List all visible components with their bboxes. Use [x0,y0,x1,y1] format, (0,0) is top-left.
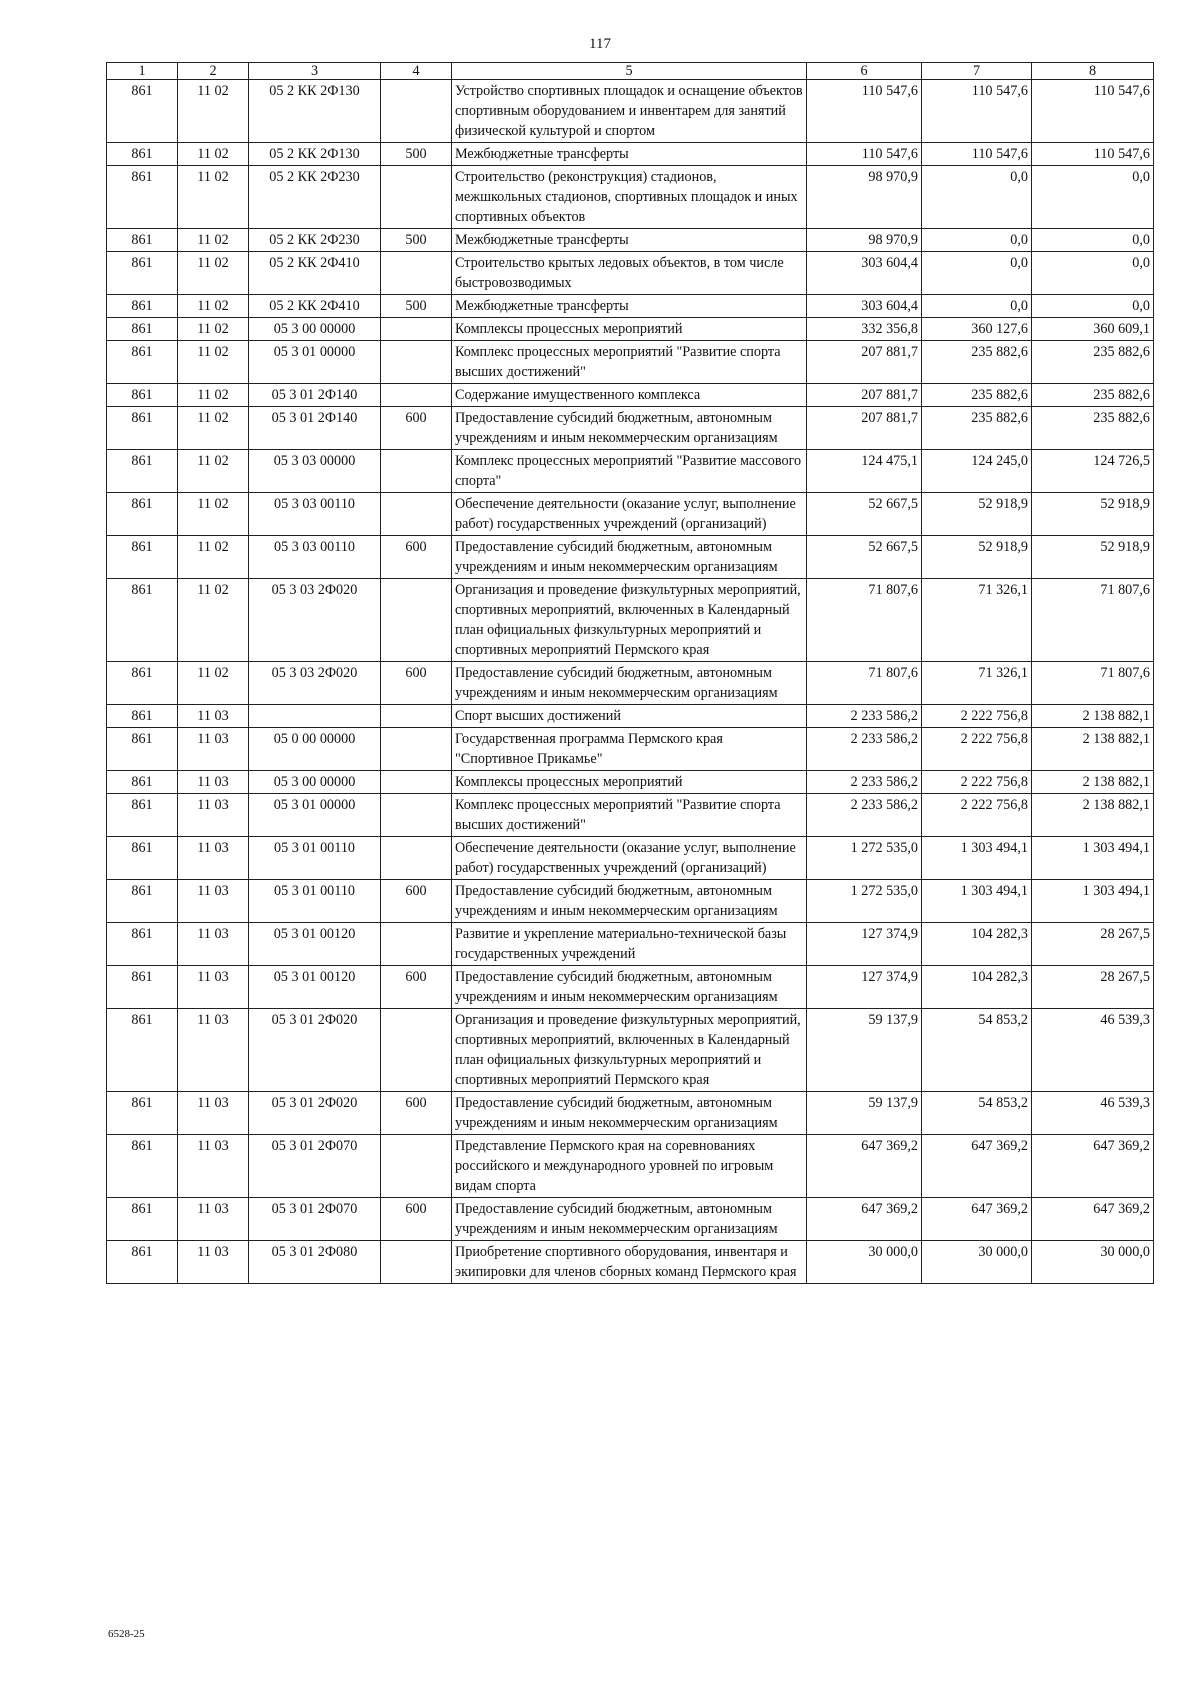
cell-amount-year-3: 52 918,9 [1032,493,1154,536]
cell-admin-code: 861 [107,579,178,662]
cell-amount-year-3: 360 609,1 [1032,318,1154,341]
cell-description: Предоставление субсидий бюджетным, автономным учреждениям и иным некоммерческим организациям [452,662,807,705]
table-row [107,1135,1154,1198]
cell-amount-year-2: 0,0 [922,252,1032,295]
cell-amount-year-1: 2 233 586,2 [807,728,922,771]
cell-description: Строительство (реконструкция) стадионов, межшкольных стадионов, спортивных площадок и иных спортивных объектов [452,166,807,229]
table-row [107,728,1154,771]
cell-amount-year-3: 0,0 [1032,295,1154,318]
cell-expense-type [381,771,452,794]
cell-target-article: 05 3 01 00120 [249,966,381,1009]
cell-amount-year-2: 235 882,6 [922,341,1032,384]
cell-amount-year-1: 303 604,4 [807,295,922,318]
cell-admin-code: 861 [107,880,178,923]
cell-description: Представление Пермского края на соревнованиях российского и международного уровней по игровым видам спорта [452,1135,807,1198]
cell-amount-year-3: 647 369,2 [1032,1198,1154,1241]
cell-section-code: 11 02 [178,166,249,229]
cell-admin-code: 861 [107,536,178,579]
cell-section-code: 11 02 [178,252,249,295]
cell-amount-year-1: 332 356,8 [807,318,922,341]
cell-target-article: 05 2 КК 2Ф410 [249,252,381,295]
cell-target-article: 05 3 01 2Ф140 [249,384,381,407]
table-row [107,252,1154,295]
cell-description: Предоставление субсидий бюджетным, автономным учреждениям и иным некоммерческим организациям [452,1198,807,1241]
cell-amount-year-3: 124 726,5 [1032,450,1154,493]
cell-expense-type [381,1135,452,1198]
cell-amount-year-2: 0,0 [922,166,1032,229]
cell-description: Комплекс процессных мероприятий "Развитие спорта высших достижений" [452,794,807,837]
cell-amount-year-3: 110 547,6 [1032,80,1154,143]
cell-amount-year-1: 124 475,1 [807,450,922,493]
cell-description: Спорт высших достижений [452,705,807,728]
cell-expense-type: 600 [381,662,452,705]
column-header-4: 4 [381,63,452,80]
cell-description: Организация и проведение физкультурных мероприятий, спортивных мероприятий, включенных в Календарный план официальных физкультурных мероприятий и спортивных мероприятий Пермского края [452,579,807,662]
cell-amount-year-1: 303 604,4 [807,252,922,295]
cell-amount-year-1: 52 667,5 [807,493,922,536]
cell-expense-type: 600 [381,1198,452,1241]
cell-target-article: 05 3 00 00000 [249,771,381,794]
cell-expense-type [381,252,452,295]
cell-description: Организация и проведение физкультурных мероприятий, спортивных мероприятий, включенных в Календарный план официальных физкультурных мероприятий и спортивных мероприятий Пермского края [452,1009,807,1092]
cell-amount-year-2: 71 326,1 [922,662,1032,705]
cell-amount-year-1: 2 233 586,2 [807,771,922,794]
cell-section-code: 11 02 [178,229,249,252]
cell-admin-code: 861 [107,1092,178,1135]
table-body [107,80,1154,1284]
cell-section-code: 11 03 [178,1135,249,1198]
cell-amount-year-2: 235 882,6 [922,407,1032,450]
cell-section-code: 11 03 [178,923,249,966]
cell-admin-code: 861 [107,229,178,252]
cell-amount-year-3: 647 369,2 [1032,1135,1154,1198]
cell-amount-year-3: 2 138 882,1 [1032,771,1154,794]
cell-admin-code: 861 [107,493,178,536]
cell-amount-year-3: 1 303 494,1 [1032,880,1154,923]
cell-target-article: 05 3 01 00000 [249,341,381,384]
cell-amount-year-1: 2 233 586,2 [807,705,922,728]
cell-description: Комплексы процессных мероприятий [452,771,807,794]
table-row [107,662,1154,705]
cell-expense-type [381,705,452,728]
cell-expense-type: 600 [381,880,452,923]
cell-amount-year-3: 71 807,6 [1032,662,1154,705]
cell-description: Межбюджетные трансферты [452,143,807,166]
cell-admin-code: 861 [107,1135,178,1198]
cell-target-article: 05 3 01 00000 [249,794,381,837]
cell-section-code: 11 03 [178,966,249,1009]
cell-section-code: 11 02 [178,318,249,341]
cell-amount-year-3: 0,0 [1032,252,1154,295]
cell-amount-year-1: 59 137,9 [807,1092,922,1135]
table-row [107,1198,1154,1241]
cell-amount-year-3: 2 138 882,1 [1032,794,1154,837]
cell-description: Предоставление субсидий бюджетным, автономным учреждениям и иным некоммерческим организациям [452,966,807,1009]
cell-expense-type: 500 [381,229,452,252]
cell-section-code: 11 02 [178,143,249,166]
cell-amount-year-1: 110 547,6 [807,143,922,166]
cell-amount-year-2: 54 853,2 [922,1092,1032,1135]
cell-target-article: 05 3 01 00110 [249,837,381,880]
cell-amount-year-3: 0,0 [1032,229,1154,252]
cell-amount-year-1: 127 374,9 [807,966,922,1009]
cell-expense-type [381,579,452,662]
cell-section-code: 11 03 [178,1198,249,1241]
cell-amount-year-2: 360 127,6 [922,318,1032,341]
cell-amount-year-1: 110 547,6 [807,80,922,143]
cell-section-code: 11 03 [178,880,249,923]
cell-target-article: 05 3 03 2Ф020 [249,662,381,705]
cell-amount-year-1: 98 970,9 [807,229,922,252]
cell-description: Межбюджетные трансферты [452,229,807,252]
cell-admin-code: 861 [107,705,178,728]
cell-target-article: 05 3 01 2Ф140 [249,407,381,450]
table-row [107,295,1154,318]
cell-section-code: 11 02 [178,579,249,662]
cell-amount-year-1: 207 881,7 [807,384,922,407]
cell-expense-type [381,341,452,384]
cell-target-article: 05 2 КК 2Ф230 [249,166,381,229]
cell-expense-type [381,384,452,407]
cell-amount-year-3: 2 138 882,1 [1032,728,1154,771]
table-row [107,771,1154,794]
cell-amount-year-2: 124 245,0 [922,450,1032,493]
cell-admin-code: 861 [107,341,178,384]
column-header-7: 7 [922,63,1032,80]
cell-target-article: 05 2 КК 2Ф130 [249,80,381,143]
cell-amount-year-3: 46 539,3 [1032,1009,1154,1092]
cell-amount-year-3: 235 882,6 [1032,384,1154,407]
table-row [107,705,1154,728]
cell-section-code: 11 03 [178,837,249,880]
cell-admin-code: 861 [107,318,178,341]
cell-section-code: 11 02 [178,295,249,318]
cell-amount-year-2: 1 303 494,1 [922,880,1032,923]
cell-amount-year-2: 0,0 [922,295,1032,318]
table-row [107,837,1154,880]
cell-section-code: 11 02 [178,407,249,450]
cell-amount-year-1: 52 667,5 [807,536,922,579]
cell-admin-code: 861 [107,1241,178,1284]
cell-expense-type [381,923,452,966]
cell-description: Устройство спортивных площадок и оснащение объектов спортивным оборудованием и инвентарем для занятий физической культурой и спортом [452,80,807,143]
cell-expense-type [381,1241,452,1284]
cell-description: Комплекс процессных мероприятий "Развитие спорта высших достижений" [452,341,807,384]
cell-amount-year-1: 71 807,6 [807,662,922,705]
table-row [107,407,1154,450]
cell-amount-year-1: 1 272 535,0 [807,880,922,923]
cell-admin-code: 861 [107,728,178,771]
cell-expense-type [381,450,452,493]
cell-target-article: 05 3 03 2Ф020 [249,579,381,662]
cell-description: Предоставление субсидий бюджетным, автономным учреждениям и иным некоммерческим организациям [452,880,807,923]
cell-section-code: 11 02 [178,450,249,493]
cell-description: Межбюджетные трансферты [452,295,807,318]
cell-target-article: 05 3 01 2Ф080 [249,1241,381,1284]
table-row [107,450,1154,493]
cell-amount-year-1: 207 881,7 [807,341,922,384]
cell-expense-type [381,794,452,837]
cell-amount-year-1: 647 369,2 [807,1198,922,1241]
cell-section-code: 11 02 [178,80,249,143]
cell-amount-year-2: 104 282,3 [922,966,1032,1009]
cell-target-article: 05 2 КК 2Ф230 [249,229,381,252]
header-row [107,63,1154,80]
cell-expense-type: 500 [381,143,452,166]
cell-section-code: 11 02 [178,341,249,384]
cell-amount-year-1: 207 881,7 [807,407,922,450]
cell-admin-code: 861 [107,662,178,705]
column-header-8: 8 [1032,63,1154,80]
cell-admin-code: 861 [107,966,178,1009]
cell-section-code: 11 02 [178,384,249,407]
cell-section-code: 11 03 [178,728,249,771]
cell-amount-year-3: 1 303 494,1 [1032,837,1154,880]
cell-amount-year-3: 235 882,6 [1032,341,1154,384]
table-row [107,80,1154,143]
cell-description: Комплексы процессных мероприятий [452,318,807,341]
table-row [107,923,1154,966]
cell-target-article: 05 0 00 00000 [249,728,381,771]
cell-admin-code: 861 [107,450,178,493]
cell-target-article: 05 3 03 00110 [249,536,381,579]
table-row [107,880,1154,923]
cell-amount-year-2: 647 369,2 [922,1198,1032,1241]
cell-amount-year-3: 71 807,6 [1032,579,1154,662]
table-row [107,341,1154,384]
cell-admin-code: 861 [107,837,178,880]
cell-expense-type [381,493,452,536]
cell-description: Строительство крытых ледовых объектов, в том числе быстровозводимых [452,252,807,295]
cell-amount-year-2: 110 547,6 [922,143,1032,166]
cell-admin-code: 861 [107,794,178,837]
cell-target-article: 05 3 00 00000 [249,318,381,341]
cell-amount-year-2: 0,0 [922,229,1032,252]
cell-admin-code: 861 [107,80,178,143]
cell-amount-year-1: 59 137,9 [807,1009,922,1092]
cell-target-article: 05 2 КК 2Ф130 [249,143,381,166]
column-header-2: 2 [178,63,249,80]
cell-amount-year-2: 30 000,0 [922,1241,1032,1284]
cell-target-article: 05 3 03 00000 [249,450,381,493]
cell-admin-code: 861 [107,771,178,794]
column-header-3: 3 [249,63,381,80]
cell-admin-code: 861 [107,384,178,407]
cell-target-article: 05 3 01 00120 [249,923,381,966]
table-row [107,1009,1154,1092]
cell-expense-type: 600 [381,1092,452,1135]
cell-target-article: 05 2 КК 2Ф410 [249,295,381,318]
cell-target-article: 05 3 01 2Ф020 [249,1009,381,1092]
cell-section-code: 11 03 [178,1092,249,1135]
table-row [107,794,1154,837]
table-row [107,1241,1154,1284]
cell-section-code: 11 03 [178,794,249,837]
cell-expense-type [381,166,452,229]
budget-table [106,62,1154,1284]
table-row [107,536,1154,579]
cell-description: Комплекс процессных мероприятий "Развитие массового спорта" [452,450,807,493]
cell-admin-code: 861 [107,1198,178,1241]
table-row [107,966,1154,1009]
cell-amount-year-3: 46 539,3 [1032,1092,1154,1135]
cell-section-code: 11 02 [178,662,249,705]
cell-admin-code: 861 [107,923,178,966]
cell-section-code: 11 03 [178,1009,249,1092]
table-row [107,579,1154,662]
cell-amount-year-3: 30 000,0 [1032,1241,1154,1284]
cell-description: Обеспечение деятельности (оказание услуг, выполнение работ) государственных учреждений (организаций) [452,837,807,880]
cell-description: Государственная программа Пермского края "Спортивное Прикамье" [452,728,807,771]
table-row [107,166,1154,229]
cell-amount-year-1: 71 807,6 [807,579,922,662]
page-number: 117 [589,36,611,52]
cell-target-article: 05 3 01 00110 [249,880,381,923]
cell-expense-type: 600 [381,966,452,1009]
column-header-6: 6 [807,63,922,80]
column-header-1: 1 [107,63,178,80]
cell-section-code: 11 03 [178,771,249,794]
cell-amount-year-2: 71 326,1 [922,579,1032,662]
cell-amount-year-3: 28 267,5 [1032,923,1154,966]
cell-description: Содержание имущественного комплекса [452,384,807,407]
cell-amount-year-2: 52 918,9 [922,536,1032,579]
cell-amount-year-1: 98 970,9 [807,166,922,229]
cell-target-article: 05 3 01 2Ф070 [249,1198,381,1241]
cell-amount-year-1: 2 233 586,2 [807,794,922,837]
cell-target-article [249,705,381,728]
cell-admin-code: 861 [107,166,178,229]
cell-amount-year-2: 2 222 756,8 [922,771,1032,794]
cell-target-article: 05 3 03 00110 [249,493,381,536]
cell-amount-year-2: 235 882,6 [922,384,1032,407]
cell-amount-year-3: 2 138 882,1 [1032,705,1154,728]
cell-expense-type [381,728,452,771]
cell-expense-type [381,318,452,341]
table-row [107,1092,1154,1135]
cell-admin-code: 861 [107,252,178,295]
cell-amount-year-3: 52 918,9 [1032,536,1154,579]
cell-amount-year-3: 235 882,6 [1032,407,1154,450]
cell-amount-year-3: 28 267,5 [1032,966,1154,1009]
cell-amount-year-2: 54 853,2 [922,1009,1032,1092]
cell-section-code: 11 02 [178,493,249,536]
cell-admin-code: 861 [107,295,178,318]
cell-amount-year-3: 110 547,6 [1032,143,1154,166]
table-row [107,318,1154,341]
cell-expense-type: 500 [381,295,452,318]
cell-admin-code: 861 [107,143,178,166]
column-header-5: 5 [452,63,807,80]
cell-description: Развитие и укрепление материально-технической базы государственных учреждений [452,923,807,966]
cell-amount-year-2: 647 369,2 [922,1135,1032,1198]
cell-amount-year-1: 1 272 535,0 [807,837,922,880]
cell-description: Предоставление субсидий бюджетным, автономным учреждениям и иным некоммерческим организациям [452,1092,807,1135]
cell-section-code: 11 03 [178,705,249,728]
cell-description: Обеспечение деятельности (оказание услуг, выполнение работ) государственных учреждений (организаций) [452,493,807,536]
cell-expense-type: 600 [381,407,452,450]
table-row [107,229,1154,252]
table-row [107,143,1154,166]
cell-amount-year-1: 647 369,2 [807,1135,922,1198]
cell-section-code: 11 03 [178,1241,249,1284]
cell-amount-year-2: 2 222 756,8 [922,728,1032,771]
cell-amount-year-2: 52 918,9 [922,493,1032,536]
cell-expense-type: 600 [381,536,452,579]
cell-amount-year-2: 2 222 756,8 [922,794,1032,837]
table-row [107,493,1154,536]
document-code: 6528-25 [108,1628,145,1640]
cell-amount-year-2: 1 303 494,1 [922,837,1032,880]
cell-amount-year-3: 0,0 [1032,166,1154,229]
cell-description: Предоставление субсидий бюджетным, автономным учреждениям и иным некоммерческим организациям [452,407,807,450]
cell-amount-year-1: 127 374,9 [807,923,922,966]
cell-description: Предоставление субсидий бюджетным, автономным учреждениям и иным некоммерческим организациям [452,536,807,579]
cell-amount-year-2: 110 547,6 [922,80,1032,143]
cell-expense-type [381,837,452,880]
table-header [107,63,1154,80]
cell-section-code: 11 02 [178,536,249,579]
cell-target-article: 05 3 01 2Ф020 [249,1092,381,1135]
cell-amount-year-2: 104 282,3 [922,923,1032,966]
cell-admin-code: 861 [107,1009,178,1092]
cell-expense-type [381,80,452,143]
cell-amount-year-1: 30 000,0 [807,1241,922,1284]
cell-amount-year-2: 2 222 756,8 [922,705,1032,728]
cell-description: Приобретение спортивного оборудования, инвентаря и экипировки для членов сборных команд Пермского края [452,1241,807,1284]
cell-admin-code: 861 [107,407,178,450]
cell-expense-type [381,1009,452,1092]
cell-target-article: 05 3 01 2Ф070 [249,1135,381,1198]
table-row [107,384,1154,407]
